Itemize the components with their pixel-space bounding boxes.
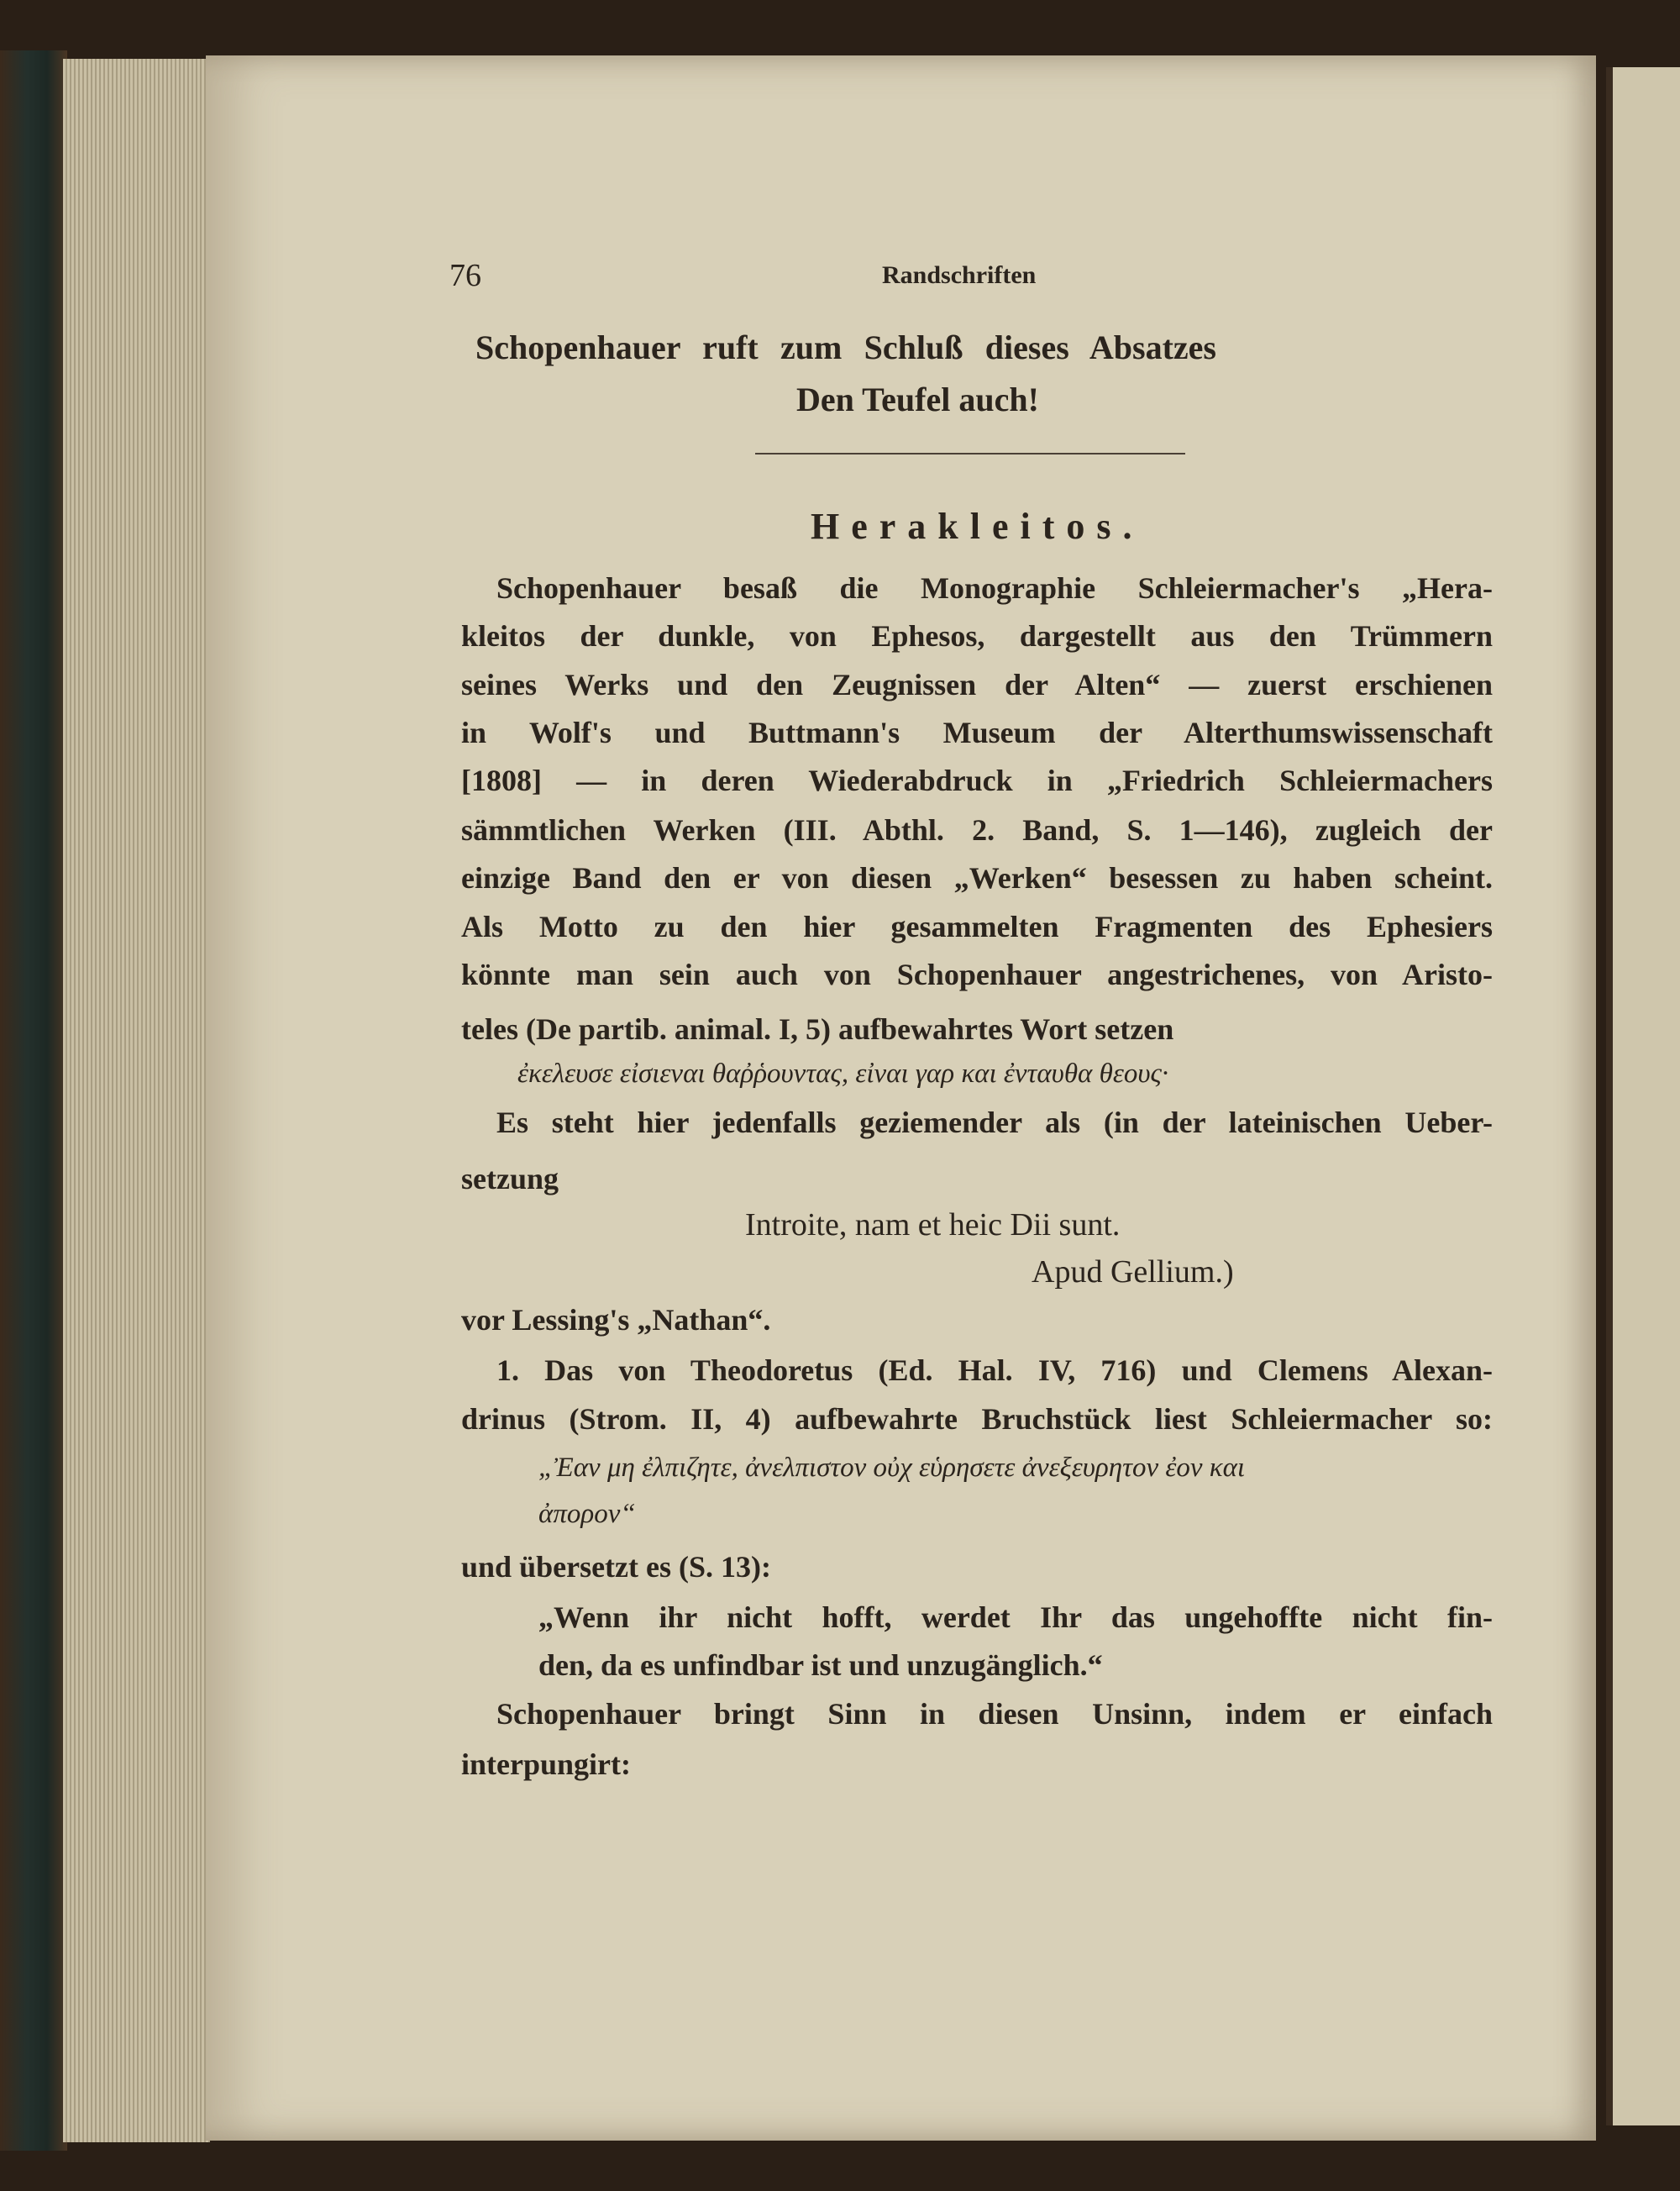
text-line: 1. Das von Theodoretus (Ed. Hal. IV, 716) und Clemens Alexan- bbox=[496, 1353, 1493, 1387]
text-line: seines Werks und den Zeugnissen der Alten“ — zuerst erschienen bbox=[461, 668, 1493, 701]
text-line: [1808] — in deren Wiederabdruck in „Friedrich Schleiermachers bbox=[461, 764, 1493, 797]
text-line: könnte man sein auch von Schopenhauer angestrichenes, von Aristo- bbox=[461, 958, 1493, 991]
text-line: Schopenhauer besaß die Monographie Schleiermacher's „Hera- bbox=[496, 571, 1493, 605]
page-edges bbox=[63, 59, 210, 2142]
text-line: in Wolf's und Buttmann's Museum der Alterthumswissenschaft bbox=[461, 716, 1493, 749]
intro-line: Schopenhauer ruft zum Schluß dieses Absatzes bbox=[475, 328, 1216, 366]
intro-line: Den Teufel auch! bbox=[796, 381, 1039, 418]
text-line: Als Motto zu den hier gesammelten Fragmenten des Ephesiers bbox=[461, 910, 1493, 943]
text-line: und übersetzt es (S. 13): bbox=[461, 1550, 771, 1584]
book-cover bbox=[0, 50, 67, 2151]
text-line: einzige Band den er von diesen „Werken“ besessen zu haben scheint. bbox=[461, 861, 1493, 895]
adjacent-page bbox=[1606, 67, 1680, 2125]
text-line: den, da es unfindbar ist und unzugänglich.“ bbox=[538, 1648, 1103, 1682]
book-page bbox=[206, 55, 1596, 2141]
divider bbox=[755, 453, 1185, 454]
latin-source: Apud Gellium.) bbox=[1032, 1254, 1234, 1290]
greek-quote: ἐκελευσε εἰσιεναι θαῤῥουντας, εἰναι γαρ και ἐνταυθα θεους· bbox=[517, 1059, 1169, 1089]
section-title: Herakleitos. bbox=[811, 506, 1144, 547]
page-number: 76 bbox=[449, 258, 481, 293]
greek-quote: „Ἐαν μη ἐλπιζητε, ἀνελπιστον οὐχ εὑρησετε ἀνεξευρητον ἐον και bbox=[538, 1453, 1246, 1483]
text-line: Schopenhauer bringt Sinn in diesen Unsinn, indem er einfach bbox=[496, 1697, 1493, 1731]
text-line: interpungirt: bbox=[461, 1747, 631, 1781]
text-line: kleitos der dunkle, von Ephesos, dargestellt aus den Trümmern bbox=[461, 619, 1493, 653]
text-line: Es steht hier jedenfalls geziemender als (in der lateinischen Ueber- bbox=[496, 1106, 1493, 1139]
text-line: drinus (Strom. II, 4) aufbewahrte Bruchstück liest Schleiermacher so: bbox=[461, 1402, 1493, 1436]
text-line: teles (De partib. animal. I, 5) aufbewahrtes Wort setzen bbox=[461, 1012, 1174, 1046]
greek-quote: ἀπορον“ bbox=[538, 1499, 636, 1529]
running-head: Randschriften bbox=[882, 261, 1037, 289]
text-line: vor Lessing's „Nathan“. bbox=[461, 1303, 771, 1337]
text-line: sämmtlichen Werken (III. Abthl. 2. Band, S. 1—146), zugleich der bbox=[461, 813, 1493, 847]
text-line: „Wenn ihr nicht hofft, werdet Ihr das ungehoffte nicht fin- bbox=[538, 1600, 1493, 1634]
latin-quote: Introite, nam et heic Dii sunt. bbox=[745, 1207, 1121, 1243]
text-line: setzung bbox=[461, 1162, 559, 1195]
